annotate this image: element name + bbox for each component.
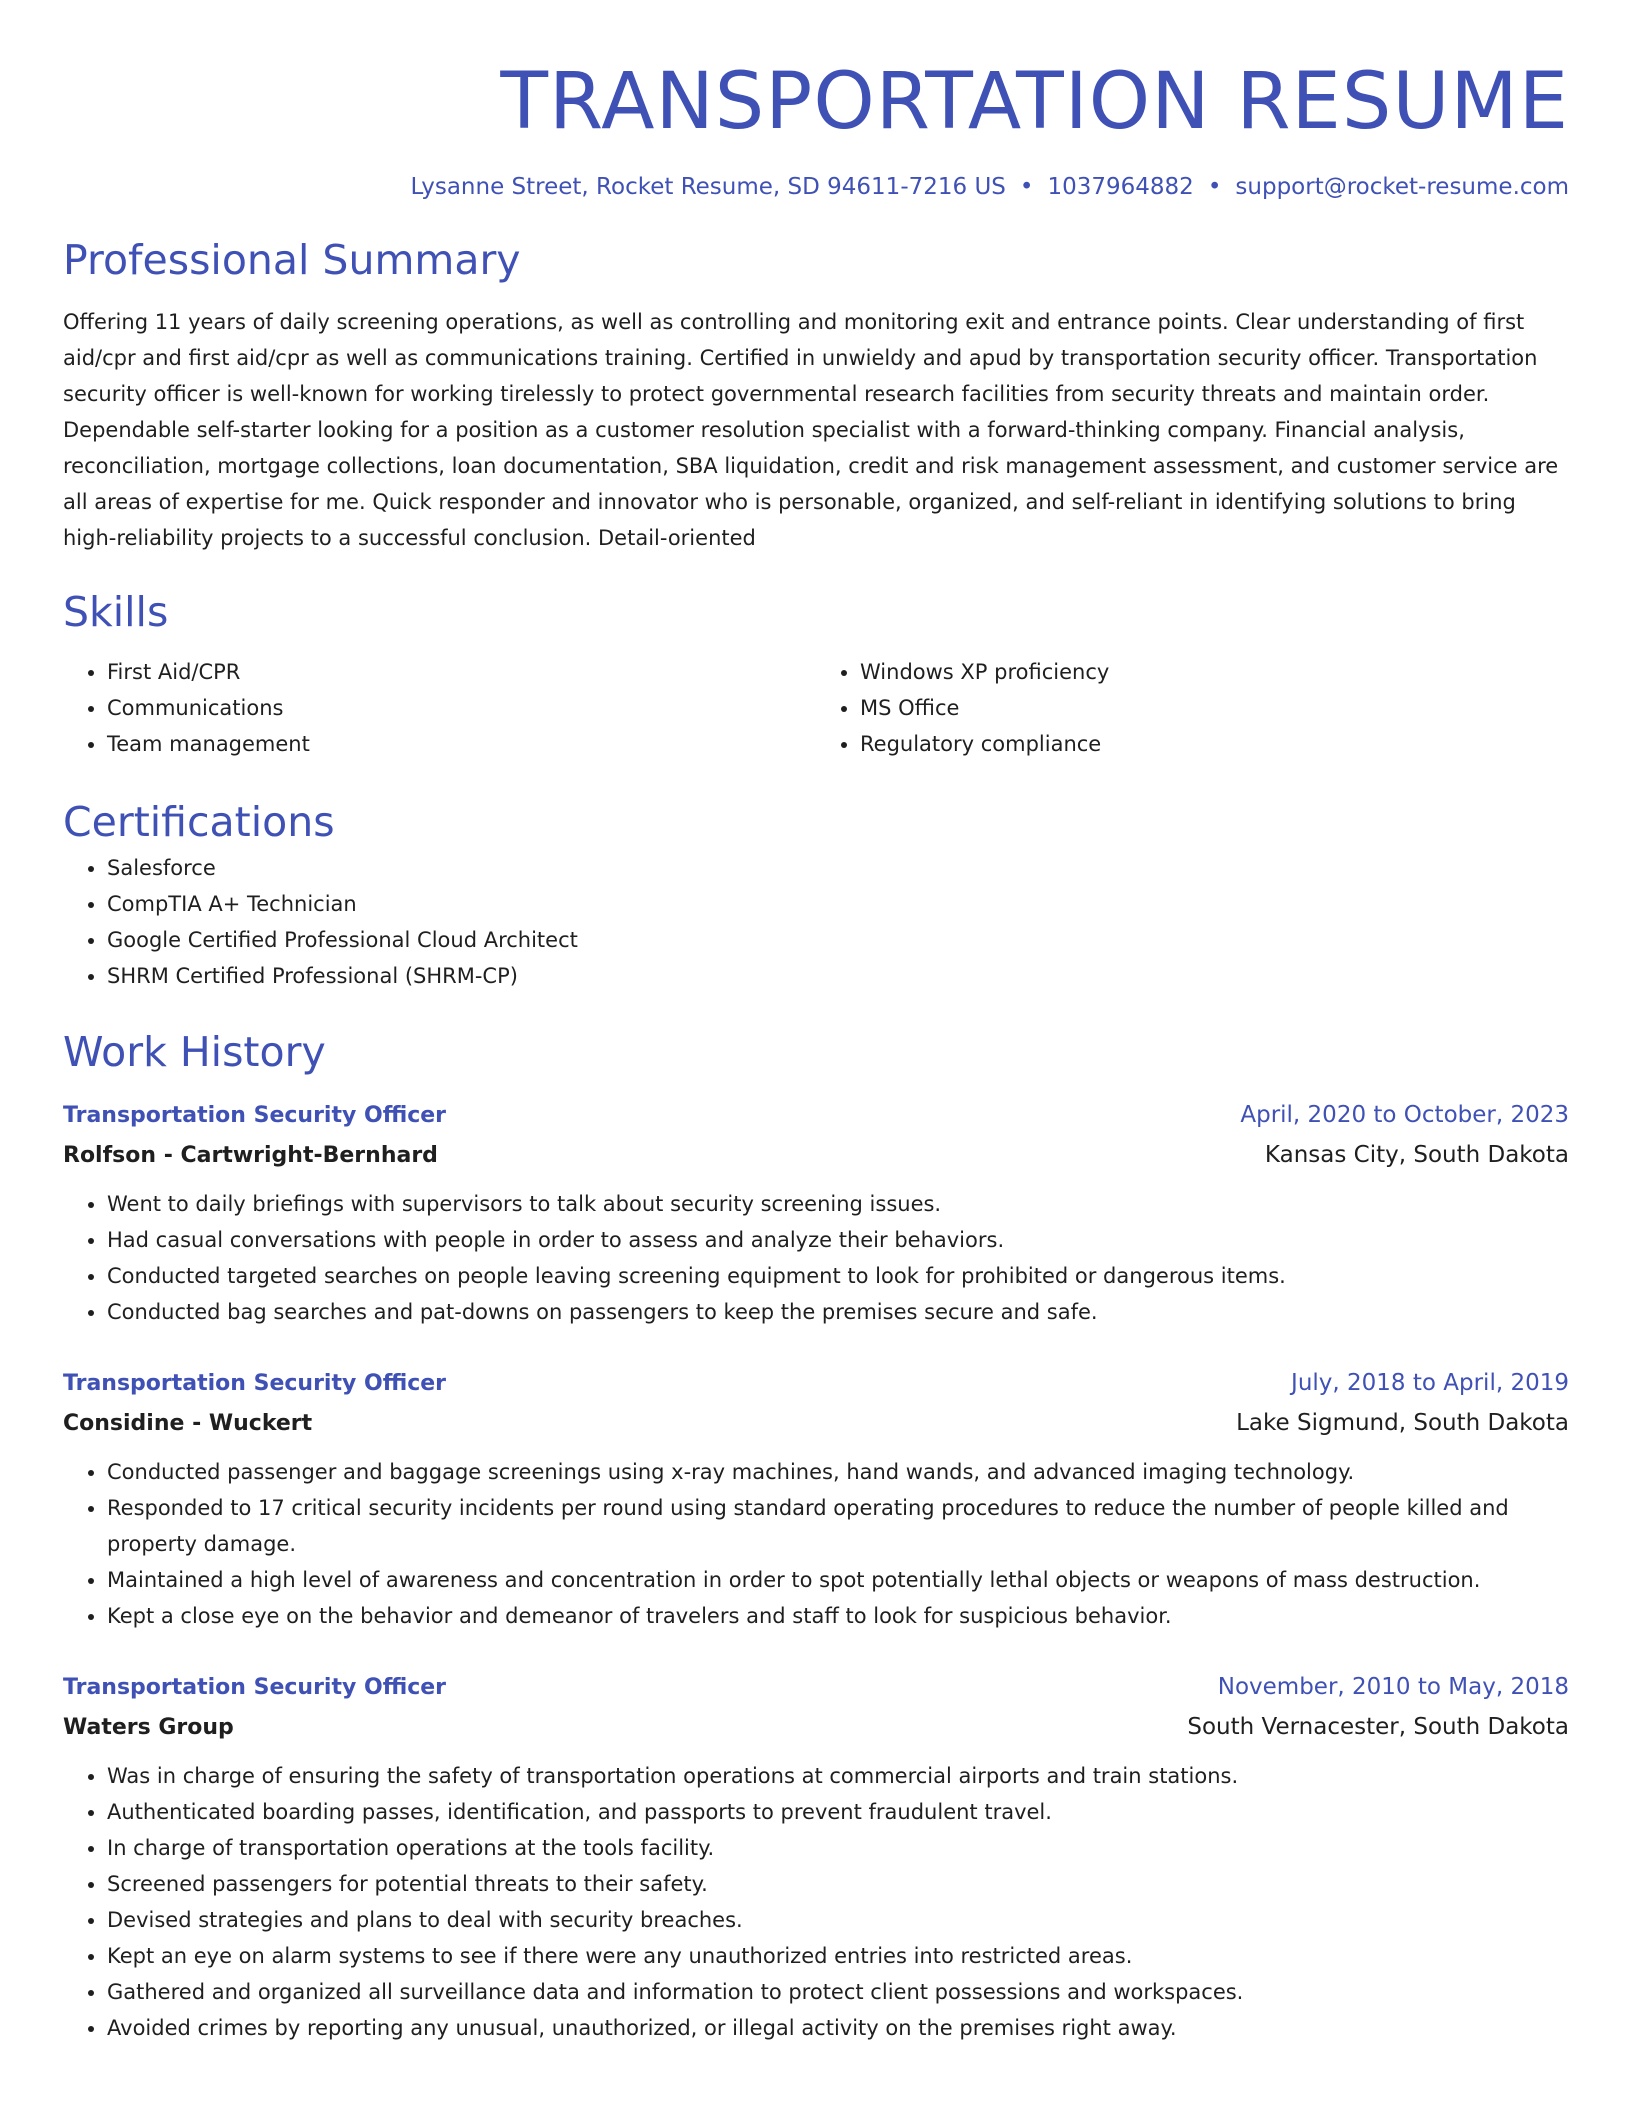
skill-item: • Regulatory compliance: [860, 726, 1569, 762]
skill-item: • Windows XP proficiency: [860, 654, 1569, 690]
job-title: Transportation Security Officer: [63, 1371, 447, 1396]
job-entry: [63, 1668, 1569, 2046]
job-dates: July, 2018 to April, 2019: [1291, 1370, 1569, 1396]
skills-right-list: [816, 654, 1569, 762]
summary-text: Offering 11 years of daily screening operations, as well as controlling and monitoring exit and entrance points. Clear understanding of first aid/cpr and first aid/cpr as well as communications training. Certified in unwieldy and apud by transportation security officer. Transportation security officer is well-known for working tirelessly to protect governmental research facilities from security threats and maintain order. Dependable self-starter looking for a position as a customer resolution specialist with a forward-thinking company. Financial analysis, reconciliation, mortgage collections, loan documentation, SBA liquidation, credit and risk management assessment, and customer service are all areas of expertise for me. Quick responder and innovator who is personable, organized, and self-reliant in identifying solutions to bring high-reliability projects to a successful conclusion. Detail-oriented: [63, 310, 1559, 550]
job-company: Considine - Wuckert: [63, 1411, 313, 1436]
job-duty: • Kept a close eye on the behavior and demeanor of travelers and staff to look for suspicious behavior.: [107, 1598, 1569, 1634]
skill-item: • MS Office: [860, 690, 1569, 726]
job-company-row: [63, 1135, 1569, 1176]
job-duties-list: [63, 1186, 1569, 1330]
skills-left-list: [63, 654, 816, 762]
job-location: Kansas City, South Dakota: [1264, 1142, 1569, 1168]
job-duty: • Had casual conversations with people in order to assess and analyze their behaviors.: [107, 1222, 1569, 1258]
skill-item: • First Aid/CPR: [107, 654, 816, 690]
job-dates: April, 2020 to October, 2023: [1240, 1102, 1569, 1128]
job-duty: • Responded to 17 critical security incidents per round using standard operating procedures to reduce the number of people killed and property damage.: [107, 1490, 1569, 1562]
job-location: Lake Sigmund, South Dakota: [1236, 1410, 1569, 1436]
job-duty: • Went to daily briefings with supervisors to talk about security screening issues.: [107, 1186, 1569, 1222]
contact-separator: •: [1019, 174, 1034, 200]
job-duty: • Gathered and organized all surveillance data and information to protect client possessions and workspaces.: [107, 1974, 1569, 2010]
job-duty: • Conducted bag searches and pat-downs on passengers to keep the premises secure and safe.: [107, 1294, 1569, 1330]
job-title-row: [63, 1364, 1569, 1403]
contact-phone: 1037964882: [1047, 174, 1194, 200]
work-history-heading: Work History: [63, 1028, 326, 1076]
job-duty: • Conducted targeted searches on people leaving screening equipment to look for prohibited or dangerous items.: [107, 1258, 1569, 1294]
job-duty: • Devised strategies and plans to deal with security breaches.: [107, 1902, 1569, 1938]
contact-line: [63, 170, 1569, 204]
contact-address: Lysanne Street, Rocket Resume, SD 94611-7216 US: [410, 174, 1006, 200]
summary-heading: Professional Summary: [63, 236, 521, 284]
job-company: Waters Group: [63, 1715, 234, 1740]
certifications-heading: Certifications: [63, 798, 335, 846]
certification-item: • Salesforce: [107, 850, 1569, 886]
skill-item: • Team management: [107, 726, 816, 762]
job-duty: • In charge of transportation operations at the tools facility.: [107, 1830, 1569, 1866]
job-title: Transportation Security Officer: [63, 1103, 447, 1128]
job-title-row: [63, 1096, 1569, 1135]
skills-columns: [63, 654, 1569, 762]
job-duties-list: [63, 1758, 1569, 2046]
job-entry: [63, 1096, 1569, 1330]
job-company-row: [63, 1707, 1569, 1748]
job-duty: • Maintained a high level of awareness and concentration in order to spot potentially lethal objects or weapons of mass destruction.: [107, 1562, 1569, 1598]
job-duty: • Authenticated boarding passes, identification, and passports to prevent fraudulent travel.: [107, 1794, 1569, 1830]
certification-item: • CompTIA A+ Technician: [107, 886, 1569, 922]
contact-separator: •: [1207, 174, 1222, 200]
job-company: Rolfson - Cartwright-Bernhard: [63, 1143, 438, 1168]
job-duty: • Was in charge of ensuring the safety of transportation operations at commercial airports and train stations.: [107, 1758, 1569, 1794]
job-company-row: [63, 1403, 1569, 1444]
job-duty: • Kept an eye on alarm systems to see if there were any unauthorized entries into restricted areas.: [107, 1938, 1569, 1974]
job-title-row: [63, 1668, 1569, 1707]
job-duties-list: [63, 1454, 1569, 1634]
contact-email[interactable]: support@rocket-resume.com: [1235, 174, 1569, 200]
job-duty: • Conducted passenger and baggage screenings using x-ray machines, hand wands, and advanced imaging technology.: [107, 1454, 1569, 1490]
skills-heading: Skills: [63, 588, 169, 636]
job-title: Transportation Security Officer: [63, 1675, 447, 1700]
certifications-list: [63, 850, 1569, 994]
job-dates: November, 2010 to May, 2018: [1217, 1674, 1569, 1700]
resume-title: TRANSPORTATION RESUME: [500, 57, 1569, 147]
job-entry: [63, 1364, 1569, 1634]
certification-item: • SHRM Certified Professional (SHRM-CP): [107, 958, 1569, 994]
job-duty: • Screened passengers for potential threats to their safety.: [107, 1866, 1569, 1902]
job-location: South Vernacester, South Dakota: [1187, 1714, 1569, 1740]
resume-header: [63, 52, 1569, 204]
certification-item: • Google Certified Professional Cloud Architect: [107, 922, 1569, 958]
job-duty: • Avoided crimes by reporting any unusual, unauthorized, or illegal activity on the premises right away.: [107, 2010, 1569, 2046]
skill-item: • Communications: [107, 690, 816, 726]
